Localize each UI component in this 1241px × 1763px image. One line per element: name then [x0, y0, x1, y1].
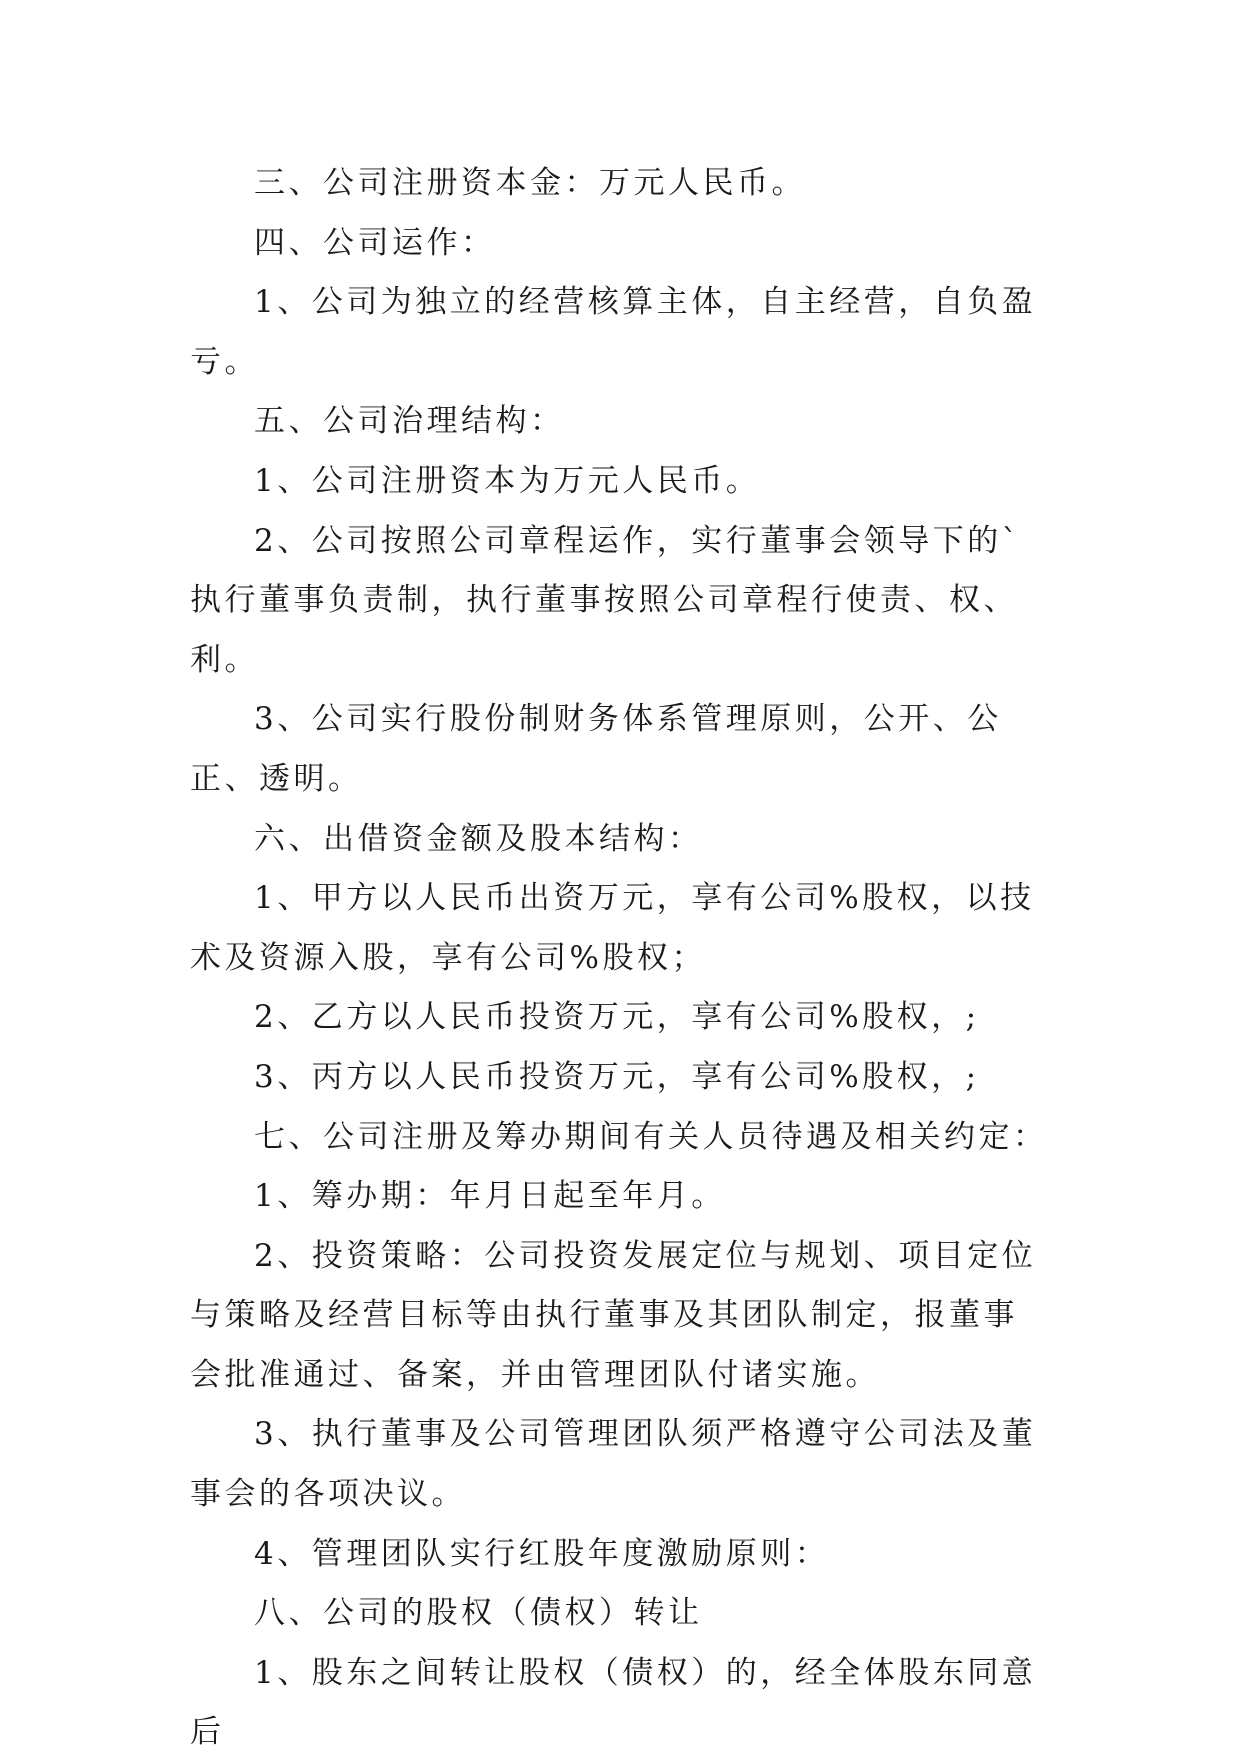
paragraph-equity-transfer-heading: 八、公司的股权（债权）转让	[254, 1595, 703, 1632]
paragraph-compliance: 3、执行董事及公司管理团队须严格遵守公司法及董事会的各项决议。	[190, 1416, 1037, 1513]
paragraph-party-c: 3、丙方以人民币投资万元，享有公司%股权，;	[254, 1058, 980, 1095]
paragraph-equity-transfer: 1、股东之间转让股权（债权）的，经全体股东同意后	[190, 1654, 1037, 1751]
paragraph-independent-accounting: 1、公司为独立的经营核算主体，自主经营，自负盈亏。	[190, 284, 1037, 380]
paragraph-investment-strategy: 2、投资策略：公司投资发展定位与规划、项目定位与策略及经营目标等由执行董事及其团队制定，报董事会批准通过、备案，并由管理团队付诸实施。	[190, 1237, 1037, 1393]
paragraph-registered-capital: 三、公司注册资本金：万元人民币。	[254, 165, 806, 201]
paragraph-party-b: 2、乙方以人民币投资万元，享有公司%股权，;	[254, 999, 980, 1036]
paragraph-preparation-period: 1、筹办期：年月日起至年月。	[254, 1178, 726, 1215]
paragraph-governance-heading: 五、公司治理结构：	[254, 403, 565, 440]
paragraph-company-operation-heading: 四、公司运作：	[254, 224, 496, 261]
paragraph-capital-structure-heading: 六、出借资金额及股本结构：	[254, 820, 703, 857]
paragraph-incentive: 4、管理团队实行红股年度激励原则：	[254, 1535, 830, 1572]
paragraph-preparation-heading: 七、公司注册及筹办期间有关人员待遇及相关约定：	[254, 1118, 1048, 1155]
paragraph-capital-amount: 1、公司注册资本为万元人民币。	[254, 462, 761, 499]
document-body	[190, 154, 1050, 1763]
paragraph-articles-operation: 2、公司按照公司章程运作，实行董事会领导下的`执行董事负责制，执行董事按照公司章程行使责、权、利。	[190, 522, 1021, 678]
paragraph-party-a: 1、甲方以人民币出资万元，享有公司%股权，以技术及资源入股，享有公司%股权；	[190, 880, 1035, 976]
paragraph-financial-system: 3、公司实行股份制财务体系管理原则，公开、公正、透明。	[190, 701, 1002, 797]
